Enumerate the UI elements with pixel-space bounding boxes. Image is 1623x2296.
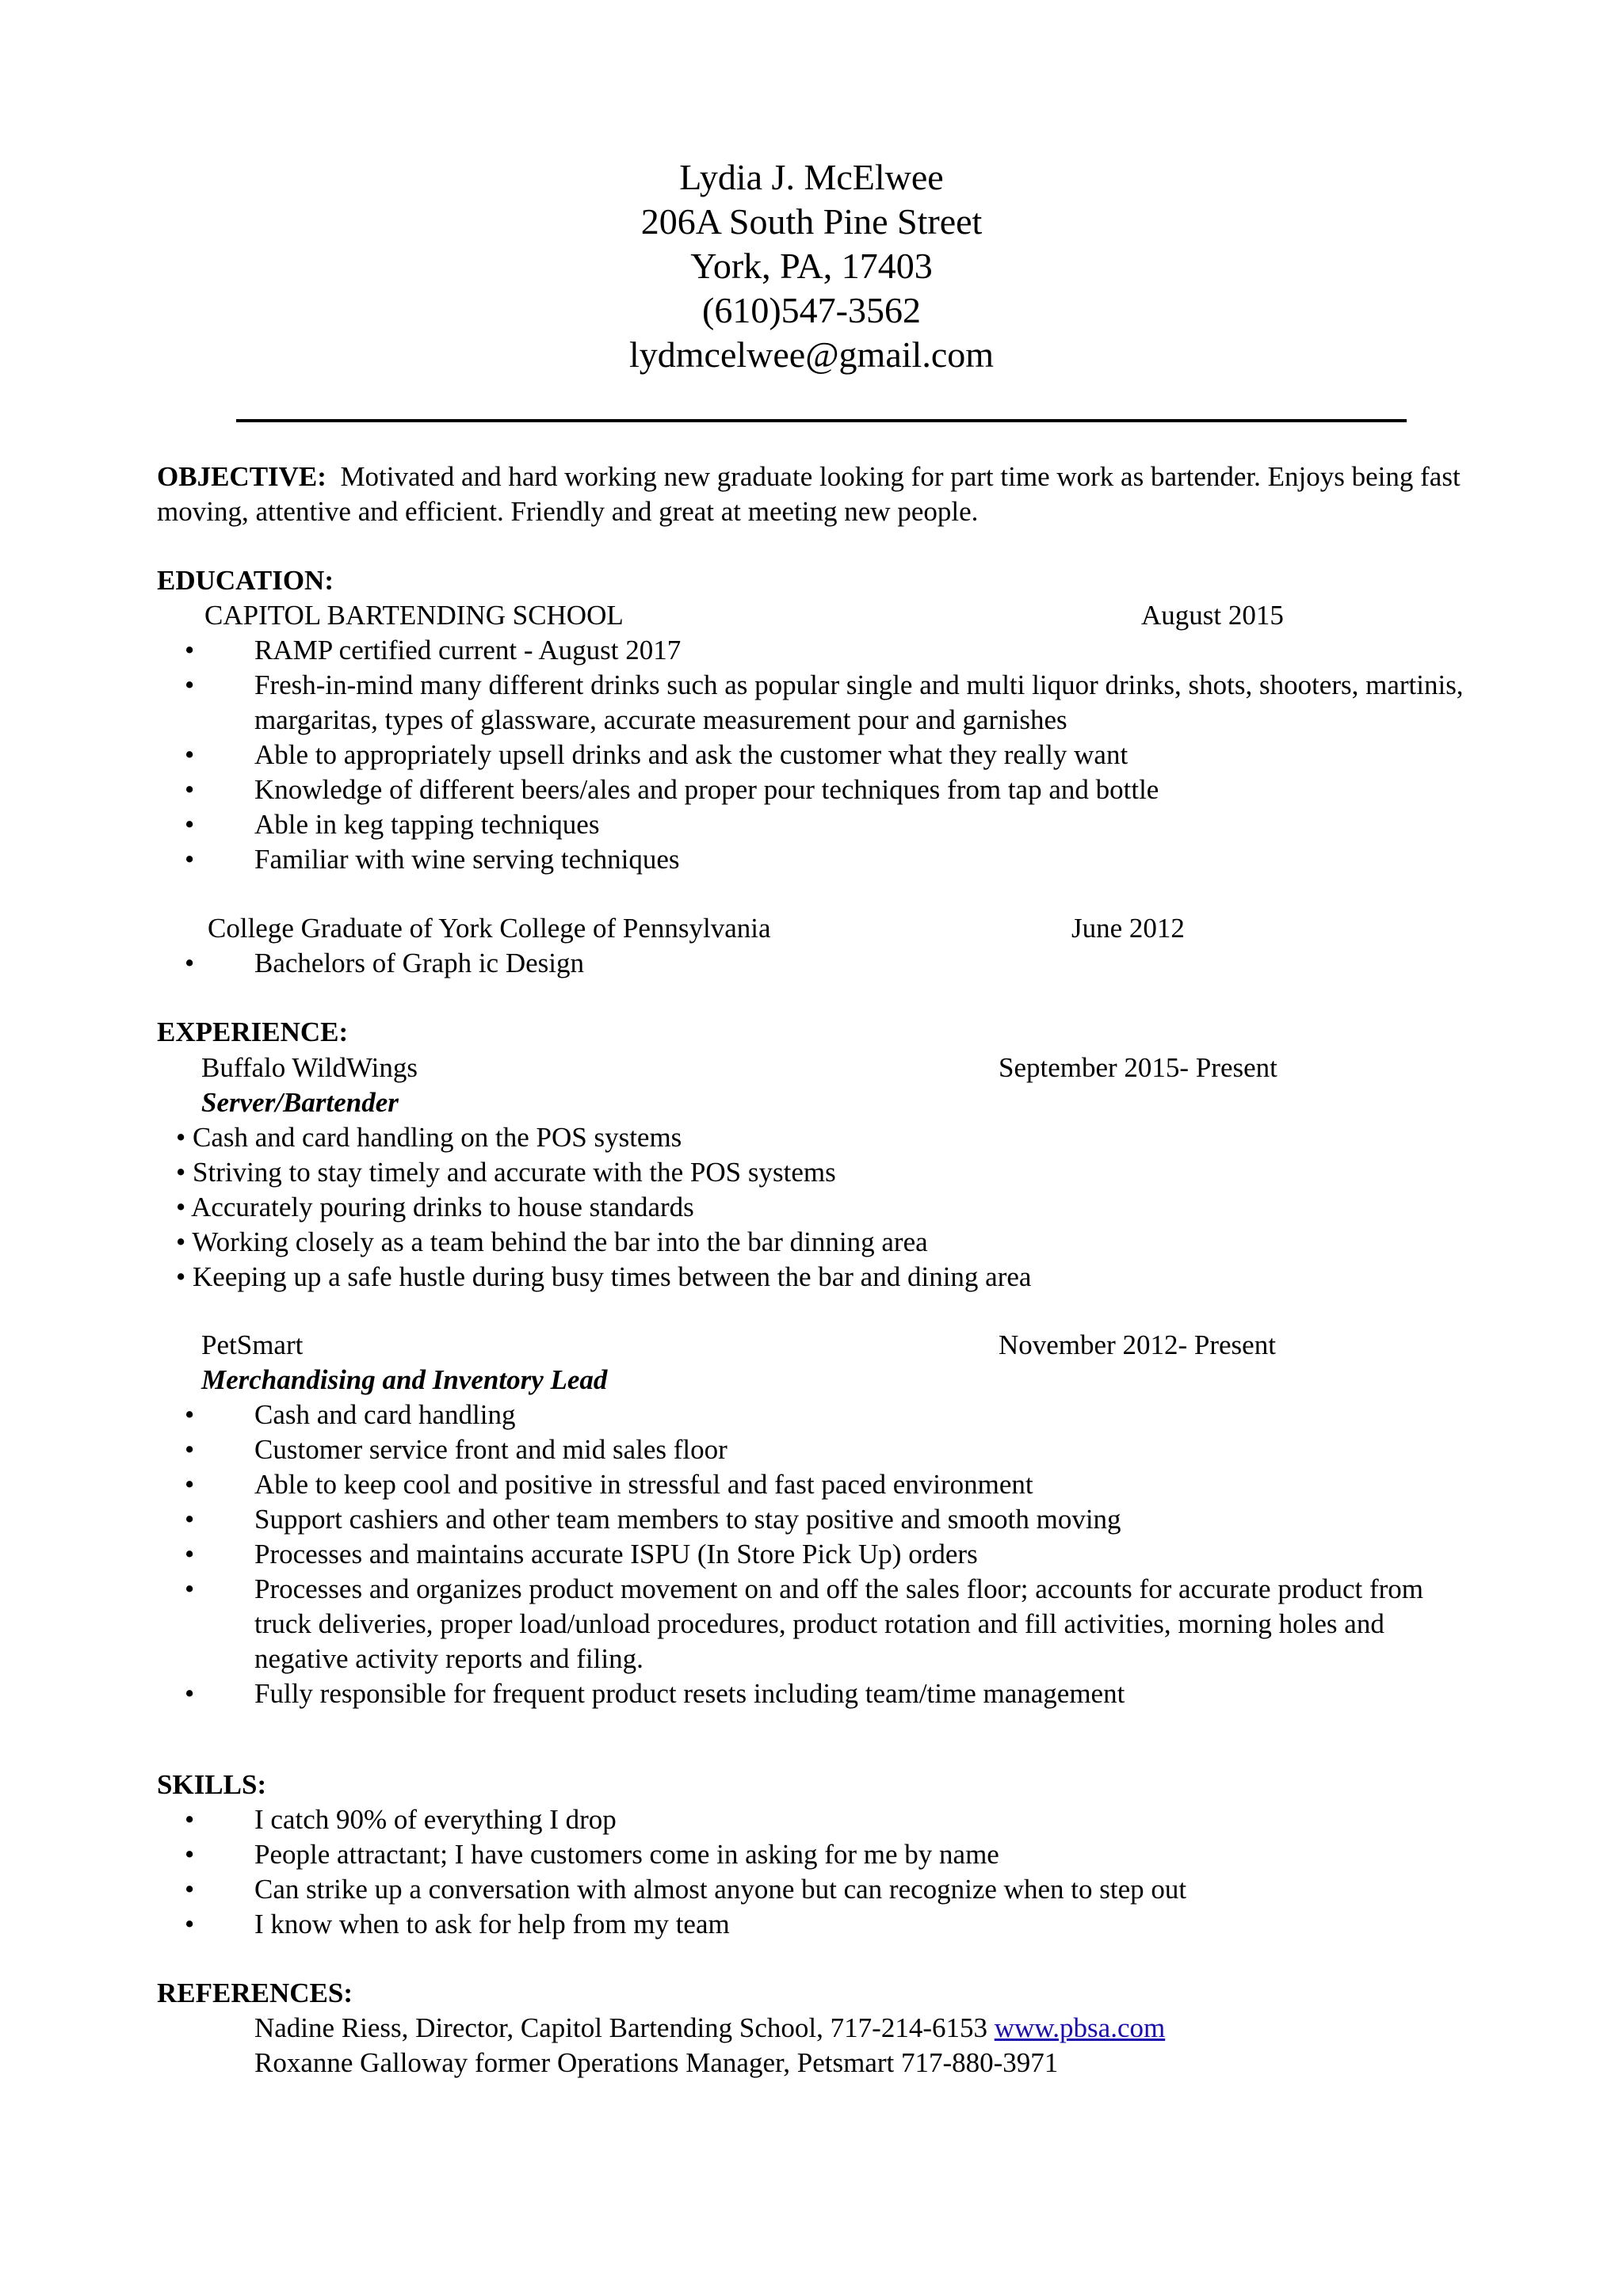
list-item: • I know when to ask for help from my team xyxy=(0,1907,1483,1942)
job1-employer: Buffalo WildWings xyxy=(201,1052,418,1083)
list-item: • Accurately pouring drinks to house standards xyxy=(176,1192,694,1222)
school1-date: August 2015 xyxy=(1141,600,1284,631)
school2-bullets xyxy=(0,946,1483,981)
bullet-icon: • xyxy=(185,1909,195,1939)
education-heading: EDUCATION: xyxy=(157,565,334,596)
list-item: • Familiar with wine serving techniques xyxy=(0,842,1483,877)
job2-role: Merchandising and Inventory Lead xyxy=(201,1364,608,1395)
list-item: • Fully responsible for frequent product resets including team/time management xyxy=(0,1676,1483,1711)
school2-date: June 2012 xyxy=(1071,913,1185,944)
bullet-icon: • xyxy=(185,844,195,875)
bullet-icon: • xyxy=(185,739,195,770)
skills-bullets xyxy=(0,1802,1483,1942)
list-item: • People attractant; I have customers come in asking for me by name xyxy=(0,1837,1483,1872)
list-item: • Keeping up a safe hustle during busy times between the bar and dining area xyxy=(176,1261,1032,1292)
school2-name: College Graduate of York College of Pennsylvania xyxy=(208,913,771,944)
job1-role: Server/Bartender xyxy=(201,1087,399,1118)
school1-bullets xyxy=(0,633,1483,877)
bullet-icon: • xyxy=(185,774,195,805)
street-address: 206A South Pine Street xyxy=(640,201,983,242)
list-item: • Bachelors of Graph ic Design xyxy=(0,946,1483,981)
list-item: • Knowledge of different beers/ales and proper pour techniques from tap and bottle xyxy=(0,772,1483,807)
list-item: • Processes and maintains accurate ISPU (In Store Pick Up) orders xyxy=(0,1537,1483,1572)
bullet-icon: • xyxy=(185,1804,195,1835)
bullet-icon: • xyxy=(185,1839,195,1870)
header-divider xyxy=(236,419,1407,422)
phone-number: (610)547-3562 xyxy=(702,290,921,330)
objective-label: OBJECTIVE: xyxy=(157,461,327,492)
reference-1-text: Nadine Riess, Director, Capitol Bartending School, 717-214-6153 xyxy=(254,2012,987,2043)
contact-header xyxy=(0,155,1623,377)
list-item: • Can strike up a conversation with almost anyone but can recognize when to step out xyxy=(0,1872,1483,1907)
reference-website-link[interactable]: www.pbsa.com xyxy=(994,2012,1166,2043)
list-item: • Working closely as a team behind the bar into the bar dinning area xyxy=(176,1226,928,1257)
job2-date: November 2012- Present xyxy=(999,1329,1276,1360)
reference-1 xyxy=(254,2011,1165,2046)
list-item: • Processes and organizes product movement on and off the sales floor; accounts for accurate product from truck deliveries, proper load/unload procedures, product rotation and fill activities, morning holes and negative activity reports and filing. xyxy=(185,1573,1424,1674)
bullet-icon: • xyxy=(185,948,195,978)
skills-heading: SKILLS: xyxy=(157,1769,267,1800)
bullet-icon: • xyxy=(185,1539,195,1569)
bullet-icon: • xyxy=(185,1573,195,1604)
bullet-icon: • xyxy=(185,1874,195,1905)
list-item: • Able in keg tapping techniques xyxy=(0,807,1483,842)
list-item: • RAMP certified current - August 2017 xyxy=(0,633,1483,668)
bullet-icon: • xyxy=(185,635,195,666)
bullet-icon: • xyxy=(185,1399,195,1430)
list-item: • Customer service front and mid sales floor xyxy=(0,1432,1483,1467)
job2-employer: PetSmart xyxy=(201,1329,304,1360)
objective-text: Motivated and hard working new graduate looking for part time work as bartender. Enjoys being fast moving, attentive and efficient. Friendly and great at meeting new people. xyxy=(157,461,1461,527)
reference-2: Roxanne Galloway former Operations Manager, Petsmart 717-880-3971 xyxy=(254,2047,1059,2078)
job1-bullets xyxy=(176,1120,1031,1295)
applicant-name: Lydia J. McElwee xyxy=(679,157,944,197)
list-item: • Fresh-in-mind many different drinks such as popular single and multi liquor drinks, shots, shooters, martinis, margaritas, types of glassware, accurate measurement pour and garnishes xyxy=(185,669,1464,735)
bullet-icon: • xyxy=(185,1469,195,1500)
city-state-zip: York, PA, 17403 xyxy=(690,246,933,286)
job2-bullets xyxy=(0,1398,1483,1711)
list-item: • Cash and card handling xyxy=(0,1398,1483,1432)
bullet-icon: • xyxy=(185,1504,195,1535)
list-item: • Able to keep cool and positive in stressful and fast paced environment xyxy=(0,1467,1483,1502)
bullet-icon: • xyxy=(185,1678,195,1709)
bullet-icon: • xyxy=(185,809,195,840)
bullet-icon: • xyxy=(185,1434,195,1465)
list-item: • I catch 90% of everything I drop xyxy=(0,1802,1483,1837)
references-heading: REFERENCES: xyxy=(157,1978,353,2008)
bullet-icon: • xyxy=(185,669,195,700)
list-item: • Cash and card handling on the POS systems xyxy=(176,1122,682,1153)
list-item: • Support cashiers and other team members to stay positive and smooth moving xyxy=(0,1502,1483,1537)
list-item: • Striving to stay timely and accurate with the POS systems xyxy=(176,1157,836,1188)
job1-date: September 2015- Present xyxy=(999,1052,1277,1083)
objective-section xyxy=(157,460,1472,529)
experience-heading: EXPERIENCE: xyxy=(157,1016,349,1047)
school1-name: CAPITOL BARTENDING SCHOOL xyxy=(204,600,624,631)
email-address: lydmcelwee@gmail.com xyxy=(628,334,995,375)
list-item: • Able to appropriately upsell drinks and ask the customer what they really want xyxy=(0,738,1483,772)
